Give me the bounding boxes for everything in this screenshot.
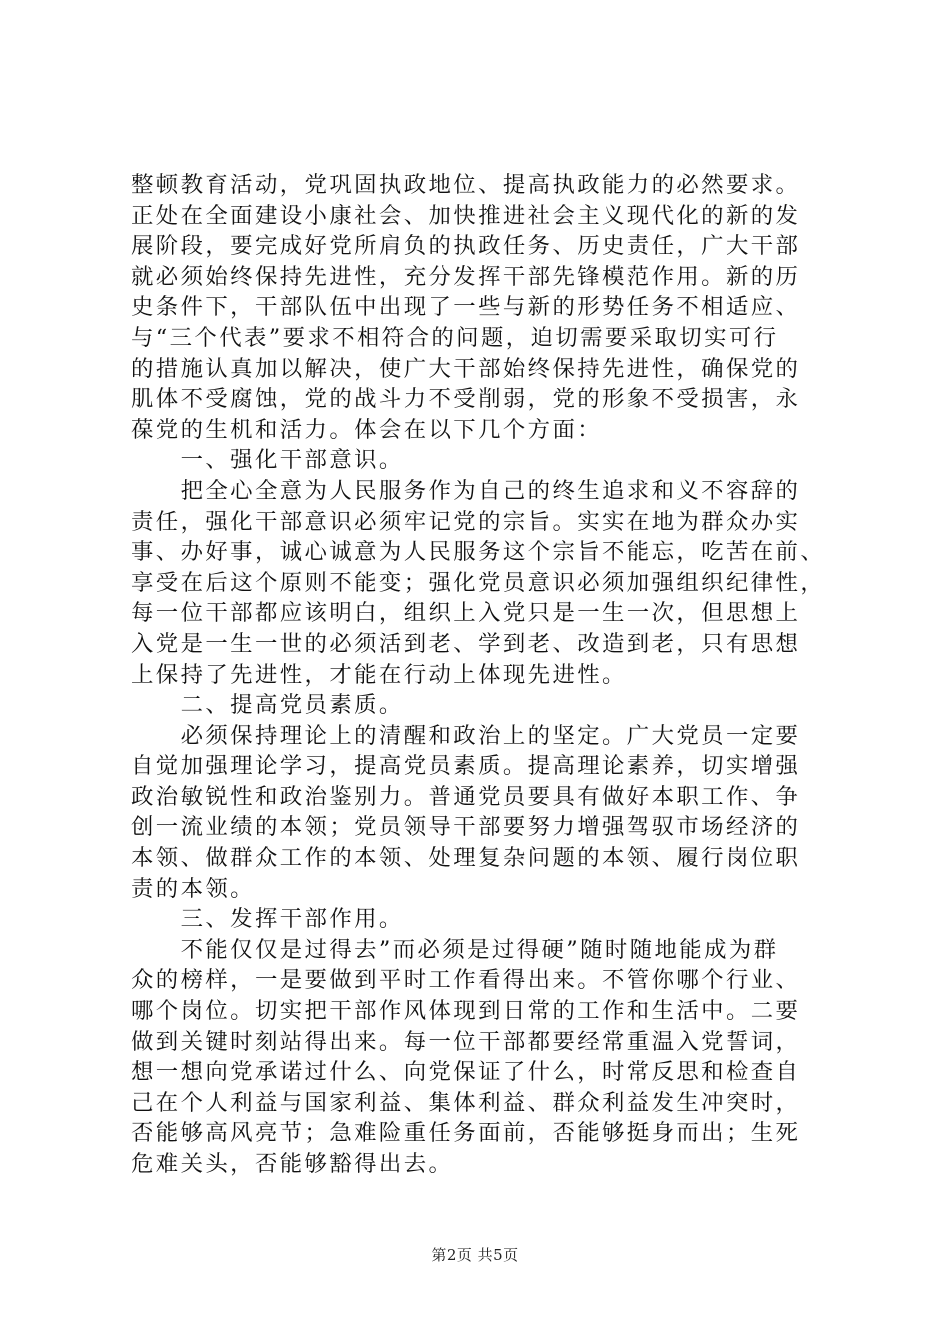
text-line: 把全心全意为人民服务作为自己的终生追求和义不容辞的	[131, 477, 801, 504]
page-number-footer: 第2页 共5页	[431, 1246, 519, 1264]
section-heading: 二、提高党员素质。	[131, 692, 404, 719]
text-line: 展阶段，要完成好党所肩负的执政任务、历史责任，广大干部	[131, 233, 801, 260]
text-line: 上保持了先进性，才能在行动上体现先进性。	[131, 661, 627, 688]
text-line: 每一位干部都应该明白，组织上入党只是一生一次，但思想上	[131, 600, 801, 627]
text-line: 做到关键时刻站得出来。每一位干部都要经常重温入党誓词，	[131, 1028, 801, 1055]
document-body	[131, 170, 826, 1180]
text-line: 就必须始终保持先进性，充分发挥干部先锋模范作用。新的历	[131, 263, 801, 290]
text-line: 己在个人利益与国家利益、集体利益、群众利益发生冲突时，	[131, 1089, 801, 1116]
text-line: 整顿教育活动，党巩固执政地位、提高执政能力的必然要求。	[131, 172, 801, 198]
text-line: 正处在全面建设小康社会、加快推进社会主义现代化的新的发	[131, 202, 801, 229]
text-line: 本领、做群众工作的本领、处理复杂问题的本领、履行岗位职	[131, 845, 801, 872]
text-line: 创一流业绩的本领；党员领导干部要努力增强驾驭市场经济的	[131, 814, 801, 841]
text-line: 的措施认真加以解决，使广大干部始终保持先进性，确保党的	[131, 355, 801, 382]
text-line: 政治敏锐性和政治鉴别力。普通党员要具有做好本职工作、争	[131, 783, 801, 810]
text-line: 享受在后这个原则不能变；强化党员意识必须加强组织纪律性，	[131, 569, 826, 596]
text-line: 肌体不受腐蚀，党的战斗力不受削弱，党的形象不受损害，永	[131, 386, 801, 413]
text-line: 葆党的生机和活力。体会在以下几个方面：	[131, 416, 603, 443]
text-line: 入党是一生一世的必须活到老、学到老、改造到老，只有思想	[131, 630, 801, 657]
text-line: 必须保持理论上的清醒和政治上的坚定。广大党员一定要	[131, 722, 801, 749]
text-line: 不能仅仅是过得去”而必须是过得硬”随时随地能成为群	[131, 936, 779, 963]
text-line: 众的榜样，一是要做到平时工作看得出来。不管你哪个行业、	[131, 967, 801, 994]
text-line: 史条件下，干部队伍中出现了一些与新的形势任务不相适应、	[131, 294, 801, 321]
text-line: 责的本领。	[131, 875, 255, 902]
section-heading: 三、发挥干部作用。	[131, 906, 404, 933]
text-line: 与“三个代表”要求不相符合的问题，迫切需要采取切实可行	[131, 324, 779, 351]
text-line: 危难关头，否能够豁得出去。	[131, 1151, 454, 1177]
text-line: 自觉加强理论学习，提高党员素质。提高理论素养，切实增强	[131, 753, 801, 780]
text-line: 事、办好事，诚心诚意为人民服务这个宗旨不能忘，吃苦在前、	[131, 539, 826, 566]
text-line: 想一想向党承诺过什么、向党保证了什么，时常反思和检查自	[131, 1059, 801, 1086]
text-line: 哪个岗位。切实把干部作风体现到日常的工作和生活中。二要	[131, 998, 801, 1025]
section-heading: 一、强化干部意识。	[131, 447, 404, 474]
text-line: 责任，强化干部意识必须牢记党的宗旨。实实在地为群众办实	[131, 508, 801, 535]
text-line: 否能够高风亮节；急难险重任务面前，否能够挺身而出；生死	[131, 1120, 801, 1147]
